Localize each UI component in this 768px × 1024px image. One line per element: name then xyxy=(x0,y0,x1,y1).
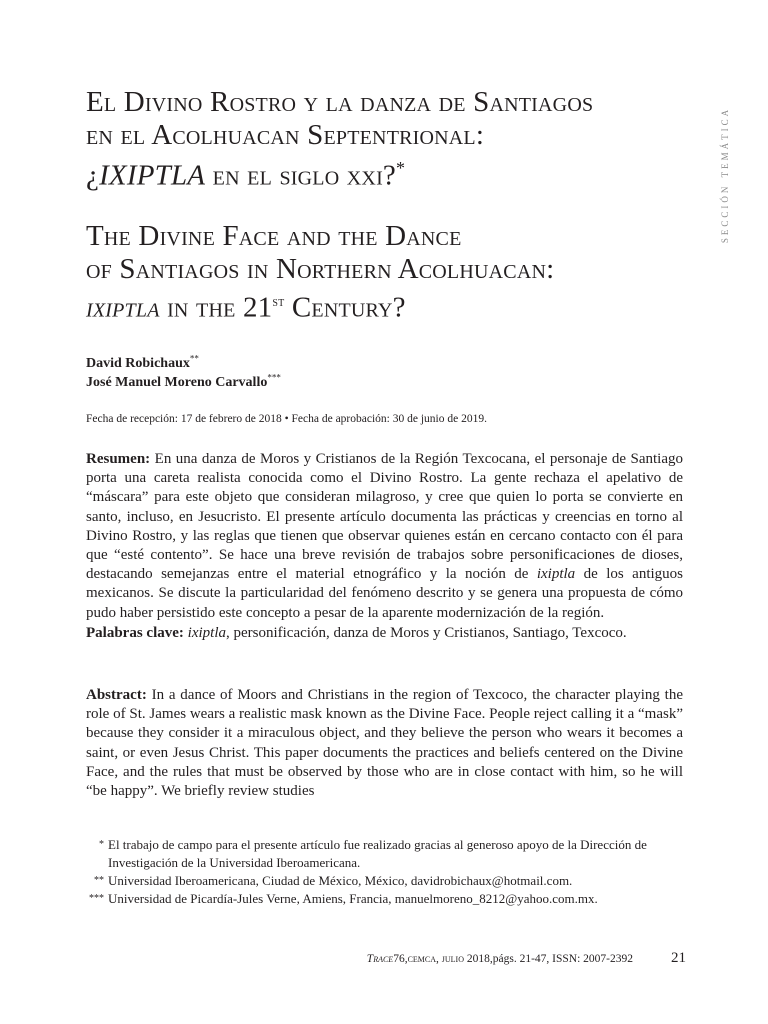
abstract-text: In a dance of Moors and Christians in the region of Texcoco, the character playing the role of St. James wears a realistic mask known as the Divine Face. People reject calling it a “mask” because they consider it a miraculous object, and they believe the person who wears it becomes a saint, or even Jesus Christ. This paper documents the practices and beliefs centered on the Divine Face, and the rules that must be observed by those who are in close contact with him, so he will “be happy”. We briefly review studies xyxy=(86,687,683,800)
resumen-text-1: En una danza de Moros y Cristianos de la Región Texcocana, el personaje de Santiago porta una careta realista conocida como el Divino Rostro. La gente rechaza el apelativo de “máscara” para este objeto que consideran milagroso, y cree que quien lo porta se convierte en santo, incluso, en Jesucristo. El presente artículo documenta las prácticas y creencias en torno al Divino Rostro, y las reglas que tienen que observar quienes están en cercano contacto con él para que “esté contento”. Se hace una breve revisión de trabajos sobre personificaciones de dioses, destacando semejanzas entre el material etnográfico y la noción de xyxy=(86,451,683,583)
footnote-2 xyxy=(86,872,686,890)
footnote-1 xyxy=(86,836,686,872)
journal-issue: 76, xyxy=(393,953,408,965)
journal-pages: págs. 21-47, ISSN: 2007-2392 xyxy=(492,953,633,965)
resumen-paragraph xyxy=(86,450,683,623)
resumen-text-2: de los antiguos mexicanos. Se discute la particularidad del fenómeno descrito y se genera una propuesta de cómo pudo haber persistido este concepto a pesar de la aparente modernización de la región. xyxy=(86,566,683,621)
title-es-line-1: El Divino Rostro y la danza de Santiagos xyxy=(86,86,594,118)
page-number: 21 xyxy=(671,950,686,966)
title-es-line-3 xyxy=(86,152,686,193)
author-1 xyxy=(86,354,281,373)
author-list xyxy=(86,354,281,392)
footnote-text: Universidad de Picardía-Jules Verne, Amiens, Francia, manuelmoreno_8212@yahoo.com.mx. xyxy=(108,891,598,906)
title-spanish xyxy=(86,86,686,193)
article-titles xyxy=(86,86,686,324)
author-footnote-mark[interactable]: ** xyxy=(189,353,199,364)
section-label-text: sección temática xyxy=(716,106,731,244)
title-es-italic: IXIPTLA xyxy=(99,159,206,192)
keywords-italic: ixiptla xyxy=(187,624,226,641)
resumen-section xyxy=(86,450,683,643)
abstract-paragraph xyxy=(86,686,683,801)
title-es-line-2: en el Acolhuacan Septentrional: xyxy=(86,119,485,151)
resumen-label: Resumen: xyxy=(86,451,151,467)
author-2 xyxy=(86,373,281,392)
footnote-text: Universidad Iberoamericana, Ciudad de México, México, davidrobichaux@hotmail.com. xyxy=(108,873,573,888)
footnote-mark: ** xyxy=(94,875,104,886)
title-en-line-3 xyxy=(86,286,686,325)
footnote-mark: * xyxy=(99,839,104,850)
title-en-sup: st xyxy=(272,294,285,310)
keywords-paragraph xyxy=(86,624,683,643)
footnotes xyxy=(86,836,686,908)
title-es-prefix: ¿ xyxy=(86,159,100,192)
title-footnote-mark[interactable]: * xyxy=(396,158,406,178)
abstract-section xyxy=(86,686,683,801)
title-english xyxy=(86,220,686,325)
abstract-label: Abstract: xyxy=(86,687,147,703)
author-footnote-mark[interactable]: *** xyxy=(267,372,281,383)
footnote-text: El trabajo de campo para el presente artículo fue realizado gracias al generoso apoyo de la Dirección de Investigación de la Universidad Iberoamericana. xyxy=(108,837,647,870)
title-es-suffix: en el siglo xxi? xyxy=(205,159,397,192)
reception-dates: Fecha de recepción: 17 de febrero de 2018 • Fecha de aprobación: 30 de junio de 2019. xyxy=(86,413,487,425)
title-en-line-1: The Divine Face and the Dance xyxy=(86,219,462,252)
author-name: David Robichaux xyxy=(86,356,190,371)
page-footer xyxy=(340,950,686,967)
journal-publisher: cemca, julio 2018, xyxy=(407,953,493,965)
footnote-3 xyxy=(86,890,686,908)
footnote-mark: *** xyxy=(89,893,104,904)
title-en-italic: ixiptla xyxy=(86,291,160,324)
keywords-text: , personificación, danza de Moros y Cristianos, Santiago, Texcoco. xyxy=(225,624,627,641)
author-name: José Manuel Moreno Carvallo xyxy=(86,375,268,390)
section-label xyxy=(712,95,736,255)
title-en-middle: in the 21 xyxy=(159,291,273,324)
resumen-italic: ixiptla xyxy=(536,566,576,583)
title-en-line-2: of Santiagos in Northern Acolhuacan: xyxy=(86,252,555,285)
journal-name: Trace xyxy=(366,953,394,965)
title-en-suffix: Century? xyxy=(284,291,406,324)
keywords-label: Palabras clave: xyxy=(86,624,184,641)
